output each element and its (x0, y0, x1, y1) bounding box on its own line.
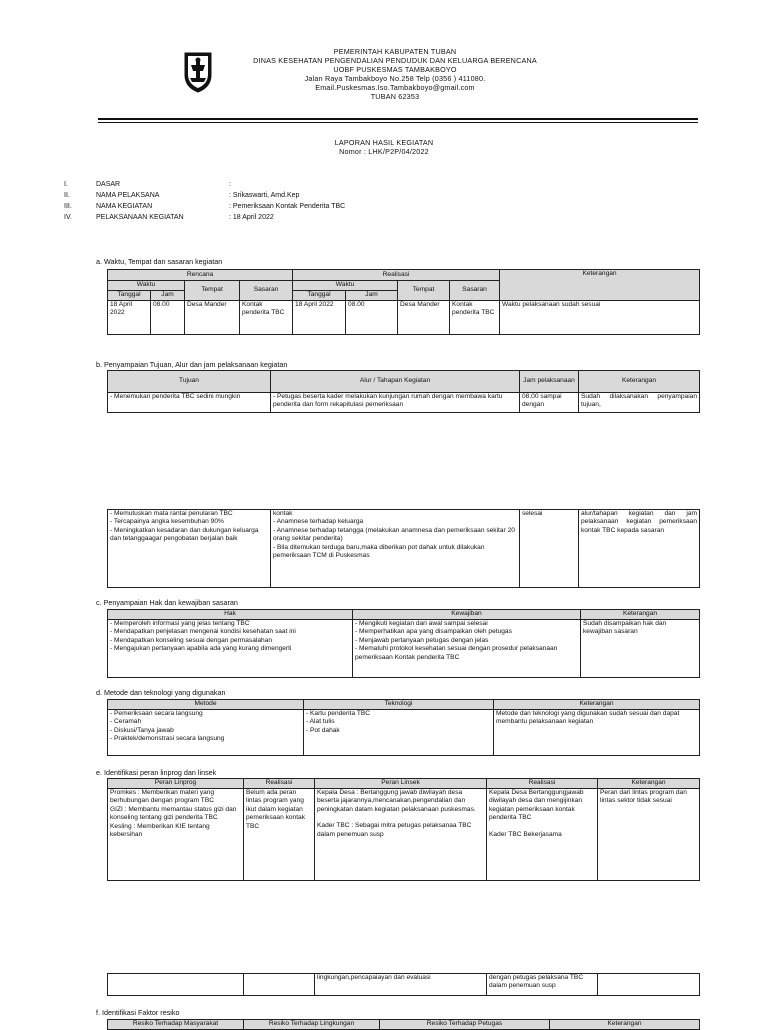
field-value: : 18 April 2022 (229, 214, 274, 221)
table-cell (598, 974, 700, 996)
table-cell (108, 710, 304, 756)
letterhead-line: Email.Puskesmas.Iso.Tambakboyo@gmail.com (315, 83, 475, 92)
table-cell: 08.00 (346, 301, 398, 335)
table-cell (244, 974, 315, 996)
letterhead-divider (98, 118, 698, 120)
list-item: - Mengikuti kegiatan dari awal sampai selesai (355, 620, 488, 627)
list-item: - Menjawab pertanyaan petugas dengan jelas (355, 636, 489, 644)
header-cell: Tanggal (293, 291, 346, 301)
header-cell: Jam (151, 291, 185, 301)
list-item: - Bila ditemukan terduga baru,maka diberikan pot dahak untuk dilakukan pemeriksaan TCM di Puskesmas (273, 543, 485, 560)
list-item: Kader TBC : Sebagai mitra petugas pelaksanaa TBC dalam penemuan susp (317, 822, 472, 838)
header-cell: Tanggal (108, 291, 151, 301)
field-value: : (229, 181, 231, 188)
header-cell: Keterangan (598, 779, 700, 789)
letterhead-line: PEMERINTAH KABUPATEN TUBAN (333, 47, 457, 56)
field-value: : Pemeriksaan Kontak Penderita TBC (229, 203, 346, 210)
table-schedule (107, 269, 700, 335)
table-methods (107, 699, 700, 756)
section-d-title: d. Metode dan teknologi yang digunakan (96, 688, 226, 697)
table-objectives (107, 370, 700, 413)
list-item: GIZI : Membantu memantau status gizi dan konseling tentang gizi penderita TBC (110, 805, 237, 822)
table-cell: selesai (520, 510, 579, 588)
table-roles (107, 778, 700, 881)
header-cell: Teknologi (304, 700, 494, 710)
letterhead-logo (183, 51, 213, 93)
field-number: II. (64, 192, 70, 199)
table-cell: Waktu pelaksanaan sudah sesuai (500, 301, 700, 335)
letterhead (210, 47, 580, 101)
table-cell: Metode dan teknologi yang digunakan sudah sesuai dan dapat membantu pelaksanaan kegiatan (494, 710, 700, 756)
letterhead-line: DINAS KESEHATAN PENGENDALIAN PENDUDUK DAN KELUARGA BERENCANA (253, 56, 537, 65)
table-cell: - Menemukan penderita TBC sedini mungkin (108, 393, 271, 413)
list-item: - Anamnese terhadap keluarga (273, 518, 364, 526)
list-item: kontak (273, 510, 293, 517)
header-cell: Realisasi (293, 270, 500, 281)
field-row (64, 213, 684, 224)
field-value: : Srikaswarti, Amd.Kep (229, 192, 300, 199)
header-cell: Hak (108, 610, 353, 620)
header-cell: Kewajiban (353, 610, 581, 620)
header-cell: Resiko Terhadap Lingkungan (244, 1020, 380, 1030)
list-item: - Memperoleh informasi yang jelas tentang TBC (110, 620, 250, 627)
header-cell: Realisasi (487, 779, 598, 789)
list-item: Kesling : Memberikan KIE tentang kebersihan (110, 822, 210, 839)
field-row (64, 191, 684, 202)
header-cell: Sasaran (240, 281, 293, 301)
list-item: Kader TBC Bekerjasama (489, 830, 562, 838)
report-number: Nomor : LHK/P2P/04/2022 (339, 147, 429, 156)
table-cell: Kontak penderita TBC (450, 301, 500, 335)
table-cell (304, 710, 494, 756)
table-cell: lingkungan,pencapaiayan dan evaluasi (315, 974, 487, 996)
field-number: I. (64, 181, 68, 188)
field-label: NAMA PELAKSANA (96, 192, 160, 199)
header-cell: Tempat (185, 281, 240, 301)
table-cell: 18 April 2022 (293, 301, 346, 335)
header-cell: Keterangan (550, 1020, 700, 1030)
list-item: - Alat tulis (306, 718, 335, 726)
table-cell: Sudah dilaksanakan penyampaian tujuan, (579, 393, 700, 413)
table-objectives-continued (107, 509, 700, 588)
header-cell: Peran Linsek (315, 779, 487, 789)
table-cell (108, 789, 244, 881)
section-e-title: e. Identifikasi peran linprog dan linsek (96, 768, 217, 777)
list-item: - Praktek/demonstrasi secara langsung (110, 735, 225, 743)
header-cell: Waktu (293, 281, 398, 291)
table-cell (108, 620, 353, 678)
table-cell (353, 620, 581, 678)
header-cell: Resiko Terhadap Masyarakat (108, 1020, 244, 1030)
field-label: DASAR (96, 181, 121, 188)
header-cell: Tujuan (108, 371, 271, 393)
section-c-title: c. Penyampaian Hak dan kewajiban sasaran (96, 598, 238, 607)
table-cell: 18 April 2022 (108, 301, 151, 335)
header-cell: Realisasi (244, 779, 315, 789)
list-item: - Meningkatkan kesadaran dan dukungan keluarga dan tetanggaagar pengobatan berjalan baik (110, 526, 259, 543)
header-cell: Keterangan (494, 700, 700, 710)
letterhead-divider-thin (98, 122, 698, 123)
report-title-block (234, 138, 534, 156)
table-cell: Belum ada peran lintas program yang ikut dalam kegiatan pemeriksaan kontak TBC (244, 789, 315, 881)
field-number: III. (64, 203, 72, 210)
field-label: PELAKSANAAN KEGIATAN (96, 214, 184, 221)
list-item: - Mematuhi protokol kesehatan sesuai dengan prosedur pelaksanaan pemeriksaan Kontak penderita TBC (355, 645, 558, 661)
table-cell: - Petugas beserta kader melakukan kunjungan rumah dengan membawa kartu penderita dan form rekapitulasi pemeriksaan (271, 393, 520, 413)
section-a-title: a. Waktu, Tempat dan sasaran kegiatan (96, 257, 223, 266)
list-item: - Memperhatikan apa yang disampaikan oleh petugas (355, 628, 512, 636)
list-item: - Mendapatkan konseling sesuai dengan permasalahan (110, 636, 273, 644)
table-rights (107, 609, 700, 678)
table-roles-continued (107, 973, 700, 996)
table-cell: Kontak penderita TBC (240, 301, 293, 335)
list-item: - Tercapainya angka kesembuhan 90% (110, 518, 224, 526)
table-cell: Sudah disampaikan hak dan kewajiban sasaran (581, 620, 700, 678)
list-item: - Mengajukan pertanyaan apabila ada yang kurang dimengerti (110, 645, 292, 653)
list-item: - Kartu penderita TBC (306, 710, 371, 717)
field-label: NAMA KEGIATAN (96, 203, 153, 210)
table-cell: alur/tahapan kegiatan dan jam pelaksanaan kegiatan pemeriksaan kontak TBC kepada sasaran (579, 510, 700, 588)
header-cell: Alur / Tahapan Kegiatan (271, 371, 520, 393)
table-cell (315, 789, 487, 881)
table-risk (107, 1019, 700, 1030)
header-cell: Jam pelaksanaan (520, 371, 579, 393)
list-item: Kepala Desa : Bertanggung jawab diwilayah desa beserta jajarannya,mencanakan,pengendalian dan peningkatan dalam kegiatan pelaksanaan puskesmas. (317, 789, 476, 813)
letterhead-line: Jalan Raya Tambakboyo No.258 Telp (0356 ) 411080. (304, 74, 486, 83)
header-cell: Sasaran (450, 281, 500, 301)
list-item: - Pemeriksaan secara langsung (110, 710, 203, 717)
header-cell: Rencana (108, 270, 293, 281)
table-cell (108, 510, 271, 588)
list-item: - Pot dahak (306, 726, 340, 734)
header-cell: Waktu (108, 281, 185, 291)
list-item: - Mendapatkan penjelasan mengenai kondisi kesehatan saat ini (110, 628, 296, 636)
table-cell (487, 789, 598, 881)
header-cell: Resiko Terhadap Petugas (380, 1020, 550, 1030)
header-cell: Keterangan (581, 610, 700, 620)
list-item: Promkes : Memberikan materi yang berhubungan dengan program TBC (110, 789, 215, 805)
table-cell (271, 510, 520, 588)
header-cell: Jam (346, 291, 398, 301)
list-item: - Anamnese terhadap tetangga (melakukan anamnesa dan pemeriksaan sekitar 20 orang sekitar penderita) (273, 526, 515, 543)
field-number: IV. (64, 214, 72, 221)
table-cell: 08.00 (151, 301, 185, 335)
report-title: LAPORAN HASIL KEGIATAN (334, 138, 434, 147)
table-cell: 08.00 sampai dengan (520, 393, 579, 413)
section-b-title: b. Penyampaian Tujuan, Alur dan jam pelaksanaan kegiatan (96, 360, 288, 369)
list-item: - Memutuskan mata rantai penularan TBC (110, 510, 233, 517)
table-cell: dengan petugas pelaksana TBC dalam penemuan susp (487, 974, 598, 996)
field-row (64, 180, 684, 191)
table-cell: Desa Mander (185, 301, 240, 335)
report-fields (64, 180, 684, 224)
table-cell (108, 974, 244, 996)
table-cell: Desa Mander (398, 301, 450, 335)
list-item: Kepala Desa Bertanggungjawab diwilayah desa dan mengijinkan kegiatan pemeriksaan kontak penderita TBC (489, 789, 584, 822)
list-item: - Diskusi/Tanya jawab (110, 726, 174, 734)
header-cell: Metode (108, 700, 304, 710)
table-cell: Peran dari lintas program dan lintas sektor tidak sesuai (598, 789, 700, 881)
letterhead-line: UOBF PUSKESMAS TAMBAKBOYO (333, 65, 457, 74)
list-item: - Ceramah (110, 718, 142, 726)
letterhead-line: TUBAN 62353 (370, 92, 420, 101)
header-cell: Keterangan (579, 371, 700, 393)
header-cell: Tempat (398, 281, 450, 301)
header-cell: Peran Linprog (108, 779, 244, 789)
section-f-title: f. Identifikasi Faktor resiko (96, 1008, 180, 1017)
header-cell: Keterangan (500, 270, 700, 301)
field-row (64, 202, 684, 213)
